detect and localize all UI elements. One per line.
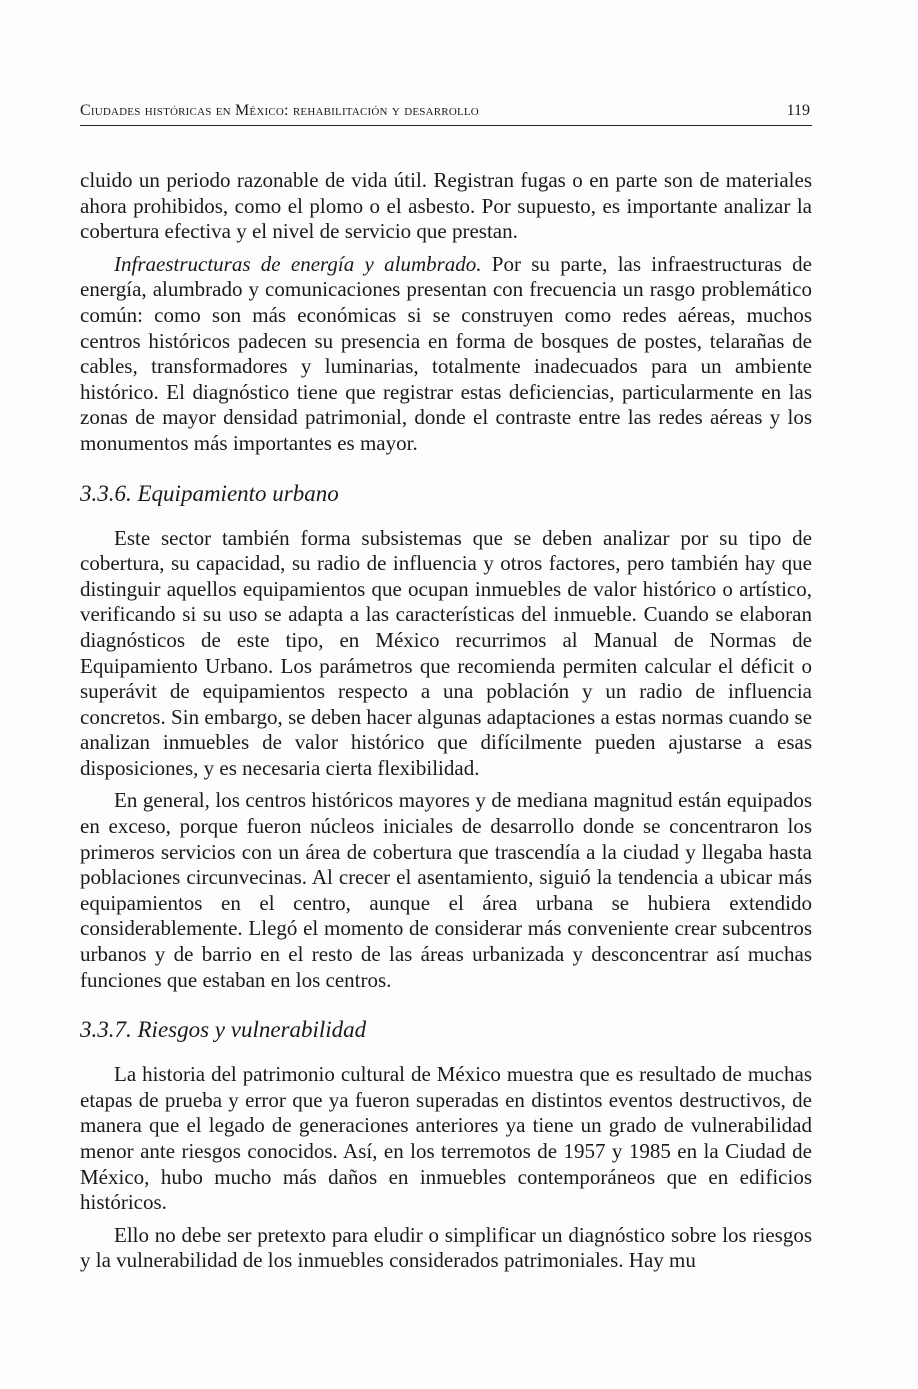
page-number: 119 (786, 102, 810, 119)
paragraph-equipment-1: Este sector también forma subsistemas que se deben analizar por su tipo de cobertura, su capacidad, su radio de influencia y otros factores, pero también hay que distinguir aquellos equipamientos que ocupan inmuebles de valor histórico o artístico, verificando si su uso se adapta a las características del inmueble. Cuando se elaboran diagnósticos de este tipo, en México recurrimos al Manual de Normas de Equipamiento Urbano. Los parámetros que recomienda permiten calcular el déficit o superávit de equipamientos respecto a una población y un radio de influencia concretos. Sin embargo, se deben hacer algunas adaptaciones a estas normas cuando se analizan inmuebles de valor histórico que difícilmente pueden ajustarse a esas disposiciones, y es necesaria cierta flexibilidad. (80, 525, 812, 780)
section-title: Equipamiento urbano (137, 480, 339, 506)
section-heading-3-3-6 (80, 480, 812, 507)
running-header (80, 99, 812, 126)
section-title: Riesgos y vulnerabilidad (137, 1017, 367, 1043)
section-number: 3.3.7. (80, 1017, 132, 1043)
paragraph-risks-2: Ello no debe ser pretexto para eludir o simplificar un diagnóstico sobre los riesgos y la vulnerabilidad de los inmuebles considerados patrimoniales. Hay mu (80, 1222, 812, 1273)
section-number: 3.3.6. (80, 480, 132, 506)
paragraph-risks-1: La historia del patrimonio cultural de México muestra que es resultado de muchas etapas de prueba y error que ya fueron superadas en distintos eventos destructivos, de manera que el legado de generaciones anteriores ya tiene un grado de vulnerabilidad menor ante riesgos conocidos. Así, en los terremotos de 1957 y 1985 en la Ciudad de México, hubo mucho más daños en inmuebles contemporáneos que en edificios históricos. (80, 1062, 812, 1215)
paragraph-text: Por su parte, las infraestructuras de energía, alumbrado y comunicaciones presentan con frecuencia un rasgo problemático común: como son más económicas si se construyen como redes aéreas, muchos centros históricos padecen su presencia en forma de bosques de postes, telarañas de cables, transformadores y luminarias, totalmente inadecuados para un ambiente histórico. El diagnóstico tiene que registrar estas deficiencias, particularmente en las zonas de mayor densidad patrimonial, donde el contraste entre las redes aéreas y los monumentos más importantes es mayor. (80, 251, 812, 455)
paragraph-energy-infrastructure (80, 252, 812, 457)
body-text (80, 168, 812, 1274)
run-in-heading: Infraestructuras de energía y alumbrado. (114, 251, 482, 276)
paragraph-continuation: cluido un periodo razonable de vida útil. Registran fugas o en parte son de materiales ahora prohibidos, como el plomo o el asbesto. Por supuesto, es importante analizar la cobertura efectiva y el nivel de servicio que prestan. (80, 168, 812, 244)
paragraph-equipment-2: En general, los centros históricos mayores y de mediana magnitud están equipados en exceso, porque fueron núcleos iniciales de desarrollo donde se concentraron los primeros servicios con un área de cobertura que trascendía a la ciudad y llegaba hasta poblaciones circunvecinas. Al crecer el asentamiento, siguió la tendencia a ubicar más equipamientos en el centro, aunque el área urbana se hubiera extendido considerablemente. Llegó el momento de considerar más conveniente crear subcentros urbanos y de barrio en el resto de las áreas urbanizada y desconcentrar así muchas funciones que estaban en los centros. (80, 788, 812, 992)
running-header-title: Ciudades históricas en México: rehabilitación y desarrollo (80, 102, 479, 119)
section-heading-3-3-7 (80, 1016, 812, 1043)
